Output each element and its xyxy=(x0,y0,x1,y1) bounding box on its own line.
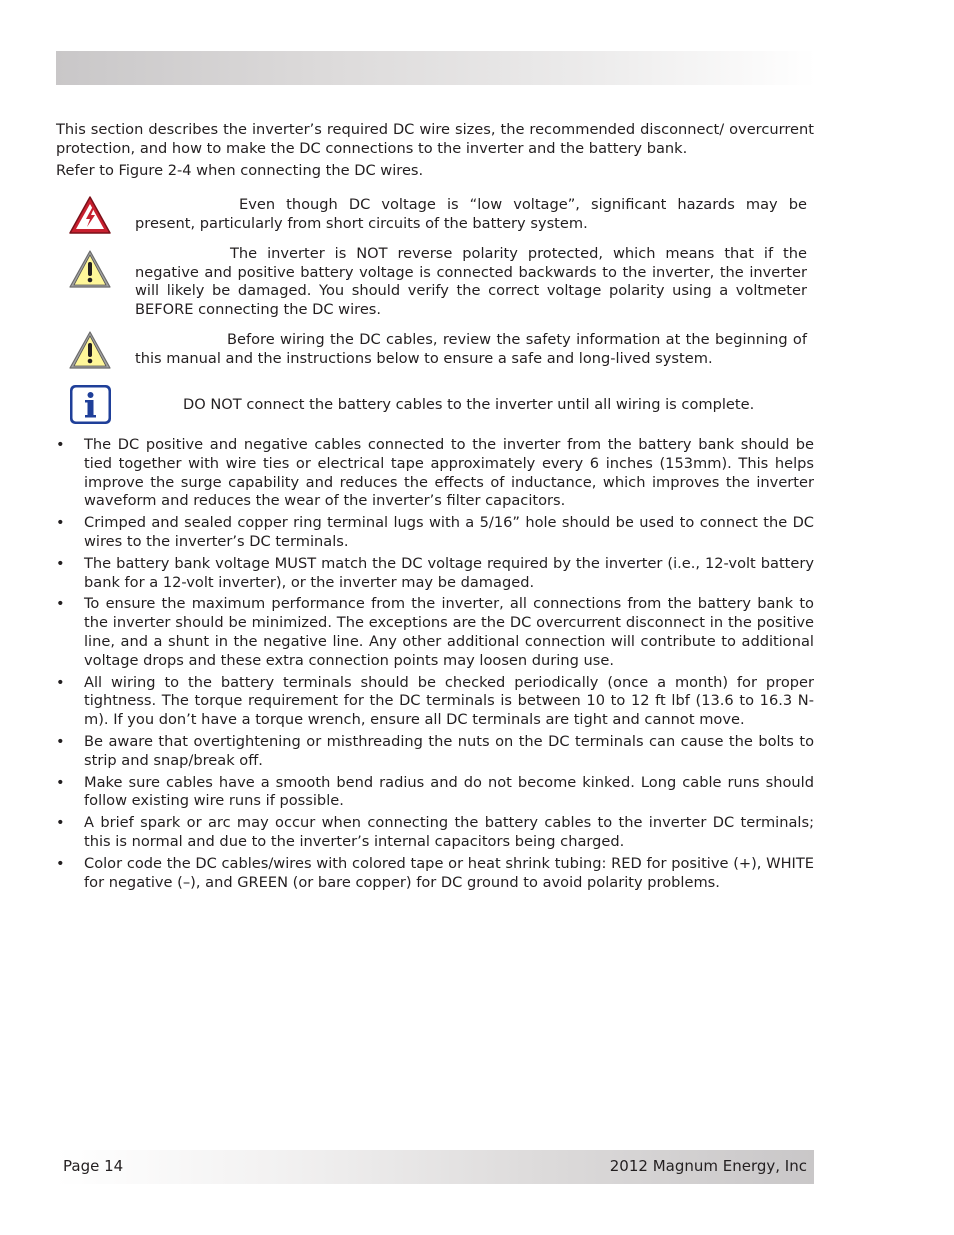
intro-refer-text: Refer to Figure 2-4 when connecting the DC wires. xyxy=(56,162,424,179)
notice-safety-review xyxy=(135,331,807,368)
caution-icon xyxy=(68,249,112,289)
notice-info-text: DO NOT connect the battery cables to the inverter until all wiring is complete. xyxy=(183,396,755,413)
intro-section xyxy=(56,120,814,180)
intro-paragraph: This section describes the inverter’s required DC wire sizes, the recommended disconnect/ overcurrent protection, and how to make the DC connections to the inverter and the battery bank. xyxy=(56,121,814,157)
info-icon xyxy=(69,384,112,425)
list-item: • The battery bank voltage MUST match the DC voltage required by the inverter (i.e., 12-volt battery bank for a 12-volt inverter), or the inverter may be damaged. xyxy=(56,555,814,593)
page-footer xyxy=(56,1150,814,1184)
page-number: Page 14 xyxy=(63,1157,124,1175)
notice-text: Even though DC voltage is “low voltage”, significant hazards may be present, particularly from short circuits of the battery system. xyxy=(135,196,807,232)
company-copyright: 2012 Magnum Energy, Inc xyxy=(609,1157,807,1175)
notice-electrical-hazard xyxy=(135,196,807,233)
electrical-hazard-icon xyxy=(68,195,112,235)
wiring-guidelines-list xyxy=(56,436,814,895)
notice-reverse-polarity xyxy=(135,245,807,319)
list-item: • To ensure the maximum performance from the inverter, all connections from the battery bank to the inverter should be minimized. The exceptions are the DC overcurrent disconnect in the positive line, and a shunt in the negative line. Any other additional connection will contribute to additional voltage drops and these extra connection points may loosen during use. xyxy=(56,595,814,670)
notice-text: Before wiring the DC cables, review the safety information at the beginning of this manual and the instructions below to ensure a safe and long-lived system. xyxy=(135,331,807,367)
notice-text: The inverter is NOT reverse polarity protected, which means that if the negative and positive battery voltage is connected backwards to the inverter, the inverter will likely be damaged. You should verify the correct voltage polarity using a voltmeter BEFORE connecting the DC wires. xyxy=(135,245,807,318)
section-header-bar xyxy=(56,51,816,85)
list-item: • Be aware that overtightening or misthreading the nuts on the DC terminals can cause the bolts to strip and snap/break off. xyxy=(56,733,814,771)
list-item: • Crimped and sealed copper ring terminal lugs with a 5/16” hole should be used to connect the DC wires to the inverter’s DC terminals. xyxy=(56,514,814,552)
list-item: • A brief spark or arc may occur when connecting the battery cables to the inverter DC terminals; this is normal and due to the inverter’s internal capacitors being charged. xyxy=(56,814,814,852)
list-item: • Color code the DC cables/wires with colored tape or heat shrink tubing: RED for positive (+), WHITE for negative (–), and GREEN (or bare copper) for DC ground to avoid polarity problems. xyxy=(56,855,814,893)
caution-icon xyxy=(68,330,112,370)
list-item: • Make sure cables have a smooth bend radius and do not become kinked. Long cable runs should follow existing wire runs if possible. xyxy=(56,774,814,812)
list-item: • All wiring to the battery terminals should be checked periodically (once a month) for proper tightness. The torque requirement for the DC terminals is between 10 to 12 ft lbf (13.6 to 16.3 N-m). If you don’t have a torque wrench, ensure all DC terminals are tight and cannot move. xyxy=(56,674,814,730)
list-item: • The DC positive and negative cables connected to the inverter from the battery bank should be tied together with wire ties or electrical tape approximately every 6 inches (153mm). This helps improve the surge capability and reduces the effects of inductance, which improves the inverter waveform and reduces the wear of the inverter’s filter capacitors. xyxy=(56,436,814,511)
